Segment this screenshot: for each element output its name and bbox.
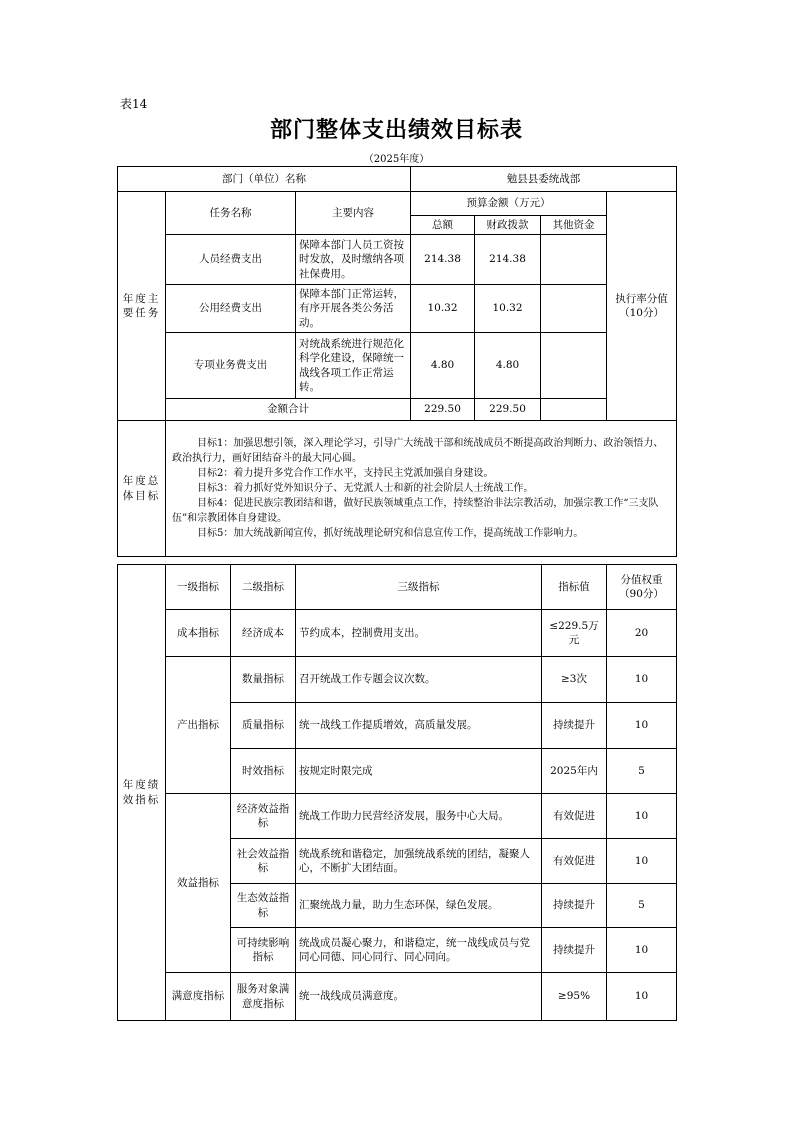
l3-cell: 统一战线成员满意度。 [296, 973, 542, 1021]
goal-item: 目标1：加强思想引领，深入理论学习，引导广大统战干部和统战成员不断提高政治判断力、政治领悟力、政治执行力，画好团结奋斗的最大同心圆。 [172, 438, 664, 464]
l1-cell: 成本指标 [166, 610, 231, 657]
l2-cell: 经济成本 [231, 610, 296, 657]
execution-score-label: 执行率分值（10分） [607, 192, 677, 421]
task-total: 4.80 [411, 333, 475, 399]
l3-cell: 统战成员凝心聚力，和谐稳定，统一战线成员与党同心同德、同心同行、同心同向。 [296, 928, 542, 973]
task-content: 保障本部门人员工资按时发放，及时缴纳各项社保费用。 [296, 235, 411, 285]
fiscal-header: 财政拨款 [475, 216, 541, 235]
l1-cell: 效益指标 [166, 794, 231, 973]
value-cell: 持续提升 [542, 884, 607, 928]
task-fiscal: 4.80 [475, 333, 541, 399]
l2-cell: 生态效益指标 [231, 884, 296, 928]
weight-cell: 10 [607, 794, 677, 839]
weight-cell: 10 [607, 839, 677, 884]
goal-item: 目标3：着力抓好党外知识分子、无党派人士和新的社会阶层人士统战工作。 [197, 483, 534, 494]
value-cell: 持续提升 [542, 703, 607, 749]
l2-cell: 质量指标 [231, 703, 296, 749]
value-cell: ≥95% [542, 973, 607, 1021]
sum-label: 金额合计 [166, 399, 411, 421]
task-name: 专项业务费支出 [166, 333, 296, 399]
task-other [541, 235, 607, 285]
goals-section-label: 年度总体目标 [118, 421, 166, 557]
l3-cell: 汇聚统战力量，助力生态环保，绿色发展。 [296, 884, 542, 928]
task-other [541, 333, 607, 399]
value-cell: ≤229.5万元 [542, 610, 607, 657]
task-name: 人员经费支出 [166, 235, 296, 285]
l2-cell: 时效指标 [231, 749, 296, 794]
table-label: 表14 [120, 97, 148, 111]
indicator-table [117, 564, 677, 1021]
l3-cell: 节约成本，控制费用支出。 [296, 610, 542, 657]
weight-cell: 5 [607, 884, 677, 928]
sum-other [541, 399, 607, 421]
goal-item: 目标5：加大统战新闻宣传，抓好统战理论研究和信息宣传工作，提高统战工作影响力。 [197, 528, 584, 539]
year-label: （2025年度） [363, 154, 430, 165]
task-content: 对统战系统进行规范化科学化建设，保障统一战线各项工作正常运转。 [296, 333, 411, 399]
task-sum-row [118, 399, 677, 421]
other-header: 其他资金 [541, 216, 607, 235]
page-title: 部门整体支出绩效目标表 [269, 118, 523, 143]
table-row [118, 794, 677, 839]
goal-item: 目标2：着力提升多党合作工作水平，支持民主党派加强自身建设。 [197, 468, 494, 479]
value-cell: 2025年内 [542, 749, 607, 794]
weight-cell: 10 [607, 973, 677, 1021]
weight-cell: 20 [607, 610, 677, 657]
value-cell: ≥3次 [542, 657, 607, 703]
tasks-section-label: 年度主要任务 [118, 192, 166, 421]
task-row [118, 285, 677, 333]
value-cell: 持续提升 [542, 928, 607, 973]
weight-cell: 10 [607, 703, 677, 749]
l3-cell: 统一战线工作提质增效，高质量发展。 [296, 703, 542, 749]
sum-total: 229.50 [411, 399, 475, 421]
l3-cell: 按规定时限完成 [296, 749, 542, 794]
value-cell: 有效促进 [542, 839, 607, 884]
task-row [118, 235, 677, 285]
l3-cell: 统战工作助力民营经济发展，服务中心大局。 [296, 794, 542, 839]
task-name-header: 任务名称 [166, 192, 296, 235]
weight-cell: 10 [607, 657, 677, 703]
sum-fiscal: 229.50 [475, 399, 541, 421]
l3-cell: 统战系统和谐稳定，加强统战系统的团结，凝聚人心，不断扩大团结面。 [296, 839, 542, 884]
l3-cell: 召开统战工作专题会议次数。 [296, 657, 542, 703]
table-row [118, 657, 677, 703]
l2-header: 二级指标 [231, 565, 296, 610]
value-header: 指标值 [542, 565, 607, 610]
l2-cell: 经济效益指标 [231, 794, 296, 839]
l1-header: 一级指标 [166, 565, 231, 610]
l1-cell: 产出指标 [166, 657, 231, 794]
task-content-header: 主要内容 [296, 192, 411, 235]
dept-name: 勉县县委统战部 [411, 167, 677, 192]
task-row [118, 333, 677, 399]
weight-header: 分值权重（90分） [607, 565, 677, 610]
dept-label: 部门（单位）名称 [118, 167, 411, 192]
l2-cell: 服务对象满意度指标 [231, 973, 296, 1021]
task-table [117, 166, 677, 557]
task-fiscal: 214.38 [475, 235, 541, 285]
weight-cell: 10 [607, 928, 677, 973]
task-other [541, 285, 607, 333]
l2-cell: 数量指标 [231, 657, 296, 703]
task-content: 保障本部门正常运转，有序开展各类公务活动。 [296, 285, 411, 333]
l2-cell: 社会效益指标 [231, 839, 296, 884]
weight-cell: 5 [607, 749, 677, 794]
task-fiscal: 10.32 [475, 285, 541, 333]
task-total: 10.32 [411, 285, 475, 333]
table-row [118, 973, 677, 1021]
table-row [118, 610, 677, 657]
goal-item: 目标4：促进民族宗教团结和谐，做好民族领域重点工作，持续整治非法宗教活动，加强宗教工作“三支队伍”和宗教团体自身建设。 [172, 498, 659, 524]
total-header: 总额 [411, 216, 475, 235]
l2-cell: 可持续影响指标 [231, 928, 296, 973]
l1-cell: 满意度指标 [166, 973, 231, 1021]
task-total: 214.38 [411, 235, 475, 285]
task-name: 公用经费支出 [166, 285, 296, 333]
l3-header: 三级指标 [296, 565, 542, 610]
value-cell: 有效促进 [542, 794, 607, 839]
goals-text [166, 421, 677, 557]
indicators-section-label: 年度绩效指标 [118, 565, 166, 1021]
budget-header: 预算金额（万元） [411, 192, 607, 216]
